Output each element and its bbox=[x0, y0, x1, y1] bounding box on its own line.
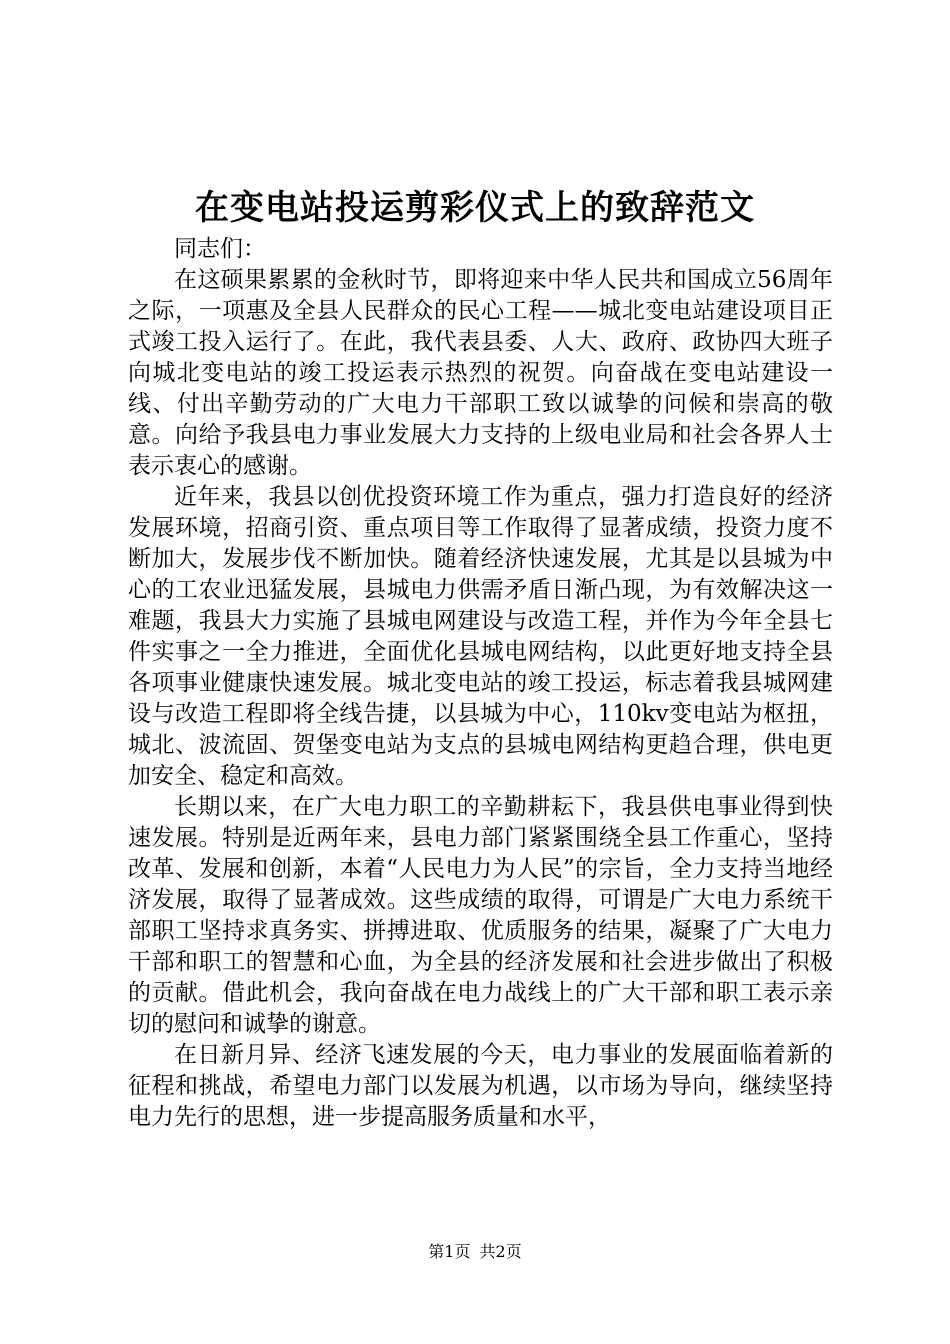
paragraph: 长期以来，在广大电力职工的辛勤耕耘下，我县供电事业得到快速发展。特别是近两年来，县电力部门紧紧围绕全县工作重心，坚持改革、发展和创新，本着“人民电力为人民”的宗旨，全力支持当地经济发展，取得了显著成效。这些成绩的取得，可谓是广大电力系统干部职工坚持求真务实、拼搏进取、优质服务的结果，凝聚了广大电力干部和职工的智慧和心血，为全县的经济发展和社会进步做出了积极的贡献。借此机会，我向奋战在电力战线上的广大干部和职工表示亲切的慰问和诚挚的谢意。 bbox=[128, 794, 833, 1037]
paragraph: 在日新月异、经济飞速发展的今天，电力事业的发展面临着新的征程和挑战，希望电力部门以发展为机遇，以市场为导向，继续坚持电力先行的思想，进一步提高服务质量和水平， bbox=[128, 1042, 833, 1130]
document-title: 在变电站投运剪彩仪式上的致辞范文 bbox=[195, 188, 755, 228]
paragraph: 近年来，我县以创优投资环境工作为重点，强力打造良好的经济发展环境，招商引资、重点项目等工作取得了显著成绩，投资力度不断加大，发展步伐不断加快。随着经济快速发展，尤其是以县城为中心的工农业迅猛发展，县城电力供需矛盾日渐凸现，为有效解决这一难题，我县大力实施了县城电网建设与改造工程，并作为今年全县七件实事之一全力推进，全面优化县城电网结构，以此更好地支持全县各项事业健康快速发展。城北变电站的竣工投运，标志着我县城网建设与改造工程即将全线告捷，以县城为中心，110kv变电站为枢扭，城北、波流固、贺堡变电站为支点的县城电网结构更趋合理，供电更加安全、稳定和高效。 bbox=[128, 484, 833, 789]
page-number: 第1页 bbox=[428, 1242, 471, 1261]
paragraph: 在这硕果累累的金秋时节，即将迎来中华人民共和国成立56周年之际，一项惠及全县人民群众的民心工程——城北变电站建设项目正式竣工投入运行了。在此，我代表县委、人大、政府、政协四大班子向城北变电站的竣工投运表示热烈的祝贺。向奋战在变电站建设一线、付出辛勤劳动的广大电力干部职工致以诚挚的问候和崇高的敬意。向给予我县电力事业发展大力支持的上级电业局和社会各界人士表示衷心的感谢。 bbox=[128, 267, 833, 479]
salutation: 同志们： bbox=[174, 236, 266, 262]
page-total: 共2页 bbox=[479, 1242, 522, 1261]
document-body bbox=[128, 234, 833, 1133]
page-footer bbox=[0, 1241, 950, 1263]
